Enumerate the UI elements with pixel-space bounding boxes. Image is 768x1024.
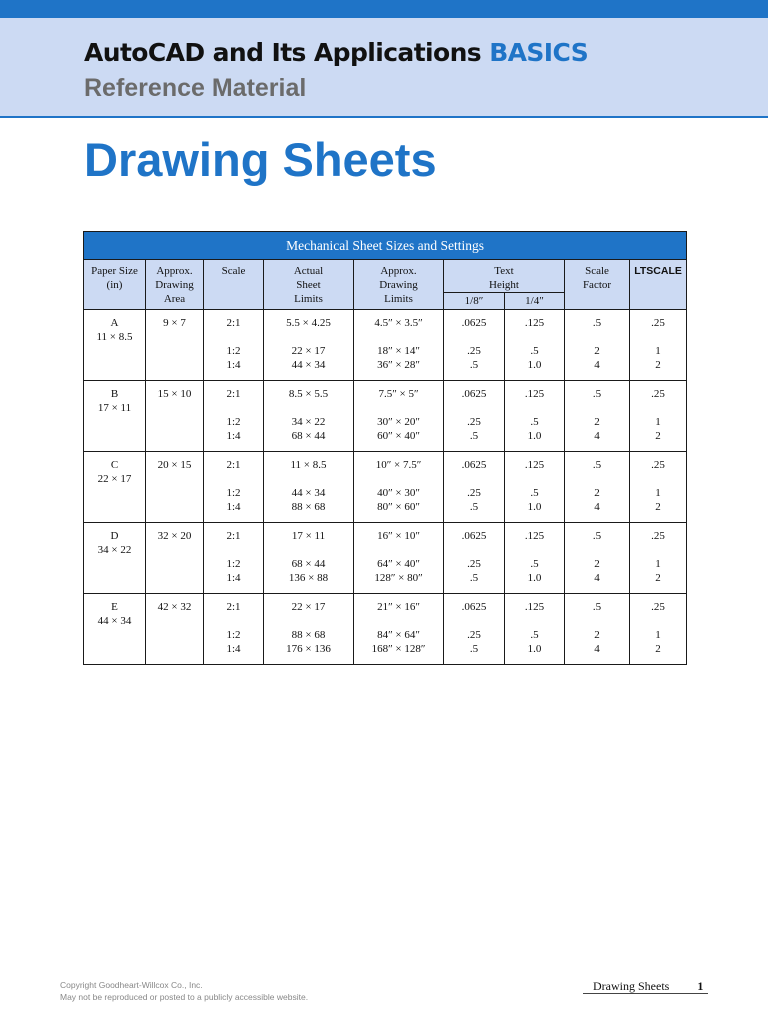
scale-cell: 2:1 1:2 1:4 [204,381,264,452]
book-subtitle: Reference Material [84,74,307,102]
scale-cell: 2:1 1:2 1:4 [204,452,264,523]
book-title-main: AutoCAD and Its Applications [84,38,482,67]
drawing-limits-cell: 7.5″ × 5″ 30″ × 20″ 60″ × 40″ [354,381,444,452]
ltscale-cell: .25 1 2 [630,594,687,665]
header-drawing-area: Approx. Drawing Area [146,260,204,310]
scale-cell: 2:1 1:2 1:4 [204,523,264,594]
scale-cell: 2:1 1:2 1:4 [204,310,264,381]
footer-page-info [593,979,703,994]
size-letter: B [110,388,119,400]
paper-size-cell [84,452,146,523]
scale-factor-cell: .5 2 4 [565,381,630,452]
sheet-limits-cell: 5.5 × 4.25 22 × 17 44 × 34 [264,310,354,381]
drawing-area-cell: 15 × 10 [146,381,204,452]
sheet-limits-cell: 17 × 11 68 × 44 136 × 88 [264,523,354,594]
size-letter: D [110,530,119,542]
ltscale-cell: .25 1 2 [630,310,687,381]
header-sheet-limits: Actual Sheet Limits [264,260,354,310]
text-height-eighth-cell: .0625 .25 .5 [444,594,505,665]
sheet-limits-cell: 22 × 17 88 × 68 176 × 136 [264,594,354,665]
book-title-accent: BASICS [489,38,589,67]
paper-size-cell [84,310,146,381]
size-letter: E [111,601,118,613]
size-dimensions: 17 × 11 [97,402,132,414]
header-drawing-limits: Approx. Drawing Limits [354,260,444,310]
copyright-line: Copyright Goodheart-Willcox Co., Inc. [60,980,203,990]
book-title [84,38,588,67]
table-row [84,310,687,381]
drawing-limits-cell: 10″ × 7.5″ 40″ × 30″ 80″ × 60″ [354,452,444,523]
drawing-limits-cell: 21″ × 16″ 84″ × 64″ 168″ × 128″ [354,594,444,665]
scale-factor-cell: .5 2 4 [565,523,630,594]
text-height-eighth-cell: .0625 .25 .5 [444,381,505,452]
ltscale-cell: .25 1 2 [630,523,687,594]
table-caption: Mechanical Sheet Sizes and Settings [84,232,687,260]
text-height-eighth-cell: .0625 .25 .5 [444,452,505,523]
top-accent-bar [0,0,768,18]
footer-copyright [60,979,308,1003]
footer-divider [583,993,708,994]
drawing-limits-cell: 4.5″ × 3.5″ 18″ × 14″ 36″ × 28″ [354,310,444,381]
footer-section-name: Drawing Sheets [593,979,670,993]
page-number: 1 [697,979,704,993]
table-row [84,523,687,594]
paper-size-cell [84,594,146,665]
sheet-limits-cell: 11 × 8.5 44 × 34 88 × 68 [264,452,354,523]
header-text-height-quarter: 1/4″ [505,293,565,310]
ltscale-cell: .25 1 2 [630,452,687,523]
scale-factor-cell: .5 2 4 [565,452,630,523]
drawing-area-cell: 32 × 20 [146,523,204,594]
size-letter: C [110,459,119,471]
text-height-quarter-cell: .125 .5 1.0 [505,594,565,665]
scale-factor-cell: .5 2 4 [565,310,630,381]
drawing-area-cell: 42 × 32 [146,594,204,665]
size-dimensions: 11 × 8.5 [96,331,133,343]
text-height-quarter-cell: .125 .5 1.0 [505,381,565,452]
text-height-quarter-cell: .125 .5 1.0 [505,452,565,523]
size-dimensions: 44 × 34 [97,615,132,627]
header-scale: Scale [204,260,264,310]
paper-size-cell [84,381,146,452]
text-height-quarter-cell: .125 .5 1.0 [505,523,565,594]
size-letter: A [110,317,119,329]
header-text-height-eighth: 1/8″ [444,293,505,310]
sheet-sizes-table [83,231,687,665]
reproduction-notice: May not be reproduced or posted to a publicly accessible website. [60,992,309,1002]
header-paper-size: Paper Size (in) [84,260,146,310]
table-row [84,452,687,523]
header-ltscale: LTSCALE [630,260,687,310]
header-text-height: Text Height [444,260,565,293]
ltscale-cell: .25 1 2 [630,381,687,452]
header-scale-factor: Scale Factor [565,260,630,310]
sheet-limits-cell: 8.5 × 5.5 34 × 22 68 × 44 [264,381,354,452]
scale-factor-cell: .5 2 4 [565,594,630,665]
drawing-area-cell: 9 × 7 [146,310,204,381]
table-row [84,594,687,665]
paper-size-cell [84,523,146,594]
drawing-area-cell: 20 × 15 [146,452,204,523]
text-height-eighth-cell: .0625 .25 .5 [444,310,505,381]
text-height-quarter-cell: .125 .5 1.0 [505,310,565,381]
size-dimensions: 34 × 22 [97,544,132,556]
scale-cell: 2:1 1:2 1:4 [204,594,264,665]
table-row [84,381,687,452]
size-dimensions: 22 × 17 [97,473,132,485]
text-height-eighth-cell: .0625 .25 .5 [444,523,505,594]
page-title: Drawing Sheets [84,133,437,186]
drawing-limits-cell: 16″ × 10″ 64″ × 40″ 128″ × 80″ [354,523,444,594]
page-header [0,18,768,118]
